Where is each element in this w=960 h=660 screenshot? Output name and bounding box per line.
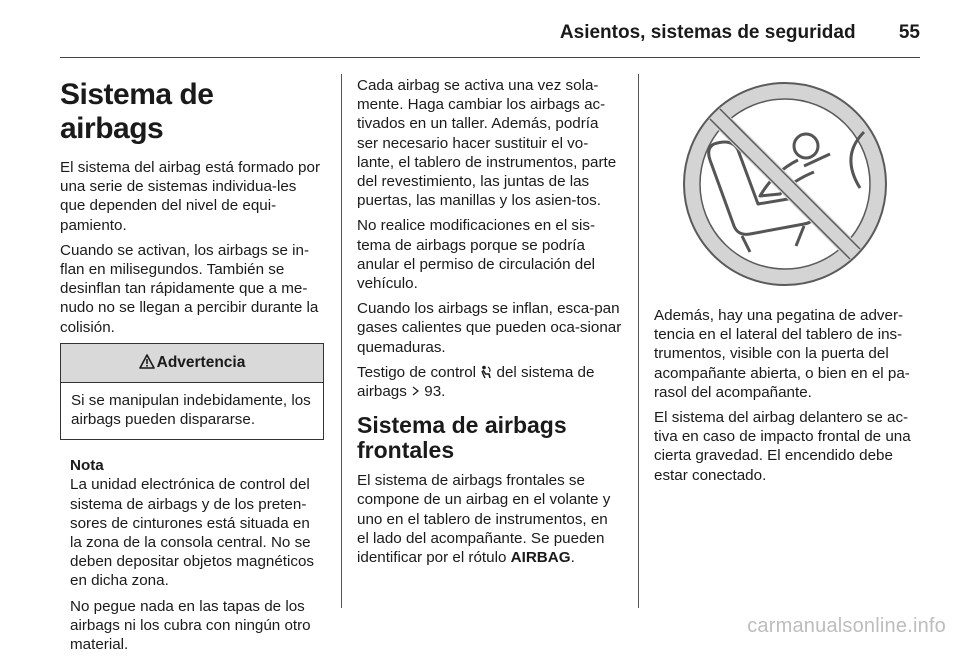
frontal-airbags-heading: Sistema de airbags frontales <box>357 412 567 464</box>
activation-condition-paragraph: El sistema del airbag delantero se ac-tiva en caso de impacto frontal de una cierta gravedad. El encendido debe estar conectado. <box>654 409 911 484</box>
figure-no-child-seat <box>654 76 920 294</box>
warning-triangle-icon <box>139 354 155 369</box>
warning-header <box>61 344 323 383</box>
column-middle <box>357 76 623 573</box>
page-header <box>60 22 920 50</box>
control-light-paragraph: Testigo de control del sistema de airbags 93. <box>357 363 595 401</box>
header-rule <box>60 57 920 58</box>
activation-paragraph: Cuando se activan, los airbags se in-flan en milisegundos. También se desinflan tan rápidamente que a me-nudo no se llegan a percibir durante la colisión. <box>60 241 319 336</box>
single-use-paragraph: Cada airbag se activa una vez sola-mente. Haga cambiar los airbags ac-tivados en un taller. Además, podría ser necesario hacer sustituir el vo-lante, el tablero de instrumentos, parte del revestimiento, las juntas de las puertas, las manillas y los asien-tos. <box>357 77 617 210</box>
hot-gases-paragraph: Cuando los airbags se inflan, esca-pan gases calientes que pueden oca-sionar quemaduras. <box>357 300 622 356</box>
column-divider-1 <box>341 74 342 608</box>
airbag-warning-light-icon <box>480 365 492 379</box>
warning-body: Si se manipulan indebidamente, los airbags pueden dispararse. <box>71 391 311 429</box>
note-block <box>60 456 324 654</box>
column-divider-2 <box>638 74 639 608</box>
note-title: Nota <box>70 457 104 475</box>
page-number: 55 <box>898 22 920 43</box>
intro-paragraph: El sistema del airbag está formado por una serie de sistemas individua-les que dependen del nivel de equi-pamiento. <box>60 159 321 234</box>
frontal-airbags-paragraph: El sistema de airbags frontales se compone de un airbag en el volante y uno en el tablero de instrumentos, en el lado del acompañante. Se pueden identificar por el rótulo AIRBAG. <box>357 472 611 567</box>
page-reference-link[interactable]: 93. <box>424 383 446 401</box>
section-title: Asientos, sistemas de seguridad <box>559 22 856 43</box>
column-right <box>654 76 920 491</box>
column-left <box>60 72 324 660</box>
watermark: carmanualsonline.info <box>747 615 946 637</box>
no-child-seat-sign-icon <box>654 76 920 294</box>
warning-title: Advertencia <box>156 353 246 371</box>
modifications-paragraph: No realice modificaciones en el sis-tema de airbags porque se podría anular el permiso de circulación del vehículo. <box>357 217 596 293</box>
warning-box <box>60 343 324 440</box>
note-paragraph-1: La unidad electrónica de control del sistema de airbags y de los preten-sores de cinturones está situada en la zona de la consola central. No se deben depositar objetos magnéticos en dicha zona. <box>70 476 315 590</box>
note-paragraph-2: No pegue nada en las tapas de los airbags ni los cubra con ningún otro material. <box>70 597 311 654</box>
sticker-paragraph: Además, hay una pegatina de adver-tencia en el lateral del tablero de ins-trumentos, visible con la puerta del acompañante abierta, o bien en el pa-rasol del acompañante. <box>654 307 910 401</box>
page-heading: Sistema de airbags <box>60 78 214 145</box>
page-reference-arrow-icon[interactable] <box>411 384 420 398</box>
airbag-label: AIRBAG <box>510 549 571 567</box>
